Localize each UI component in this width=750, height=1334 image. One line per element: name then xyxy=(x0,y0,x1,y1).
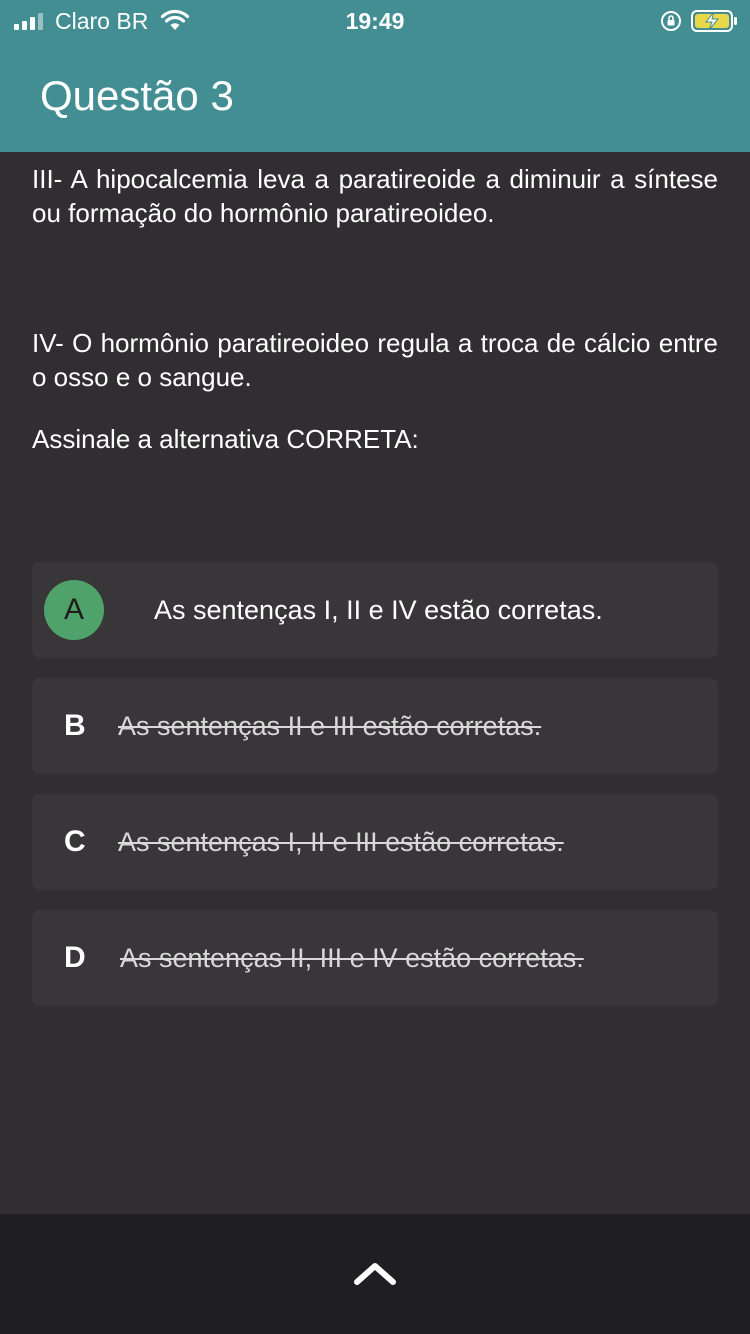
option-text: As sentenças I, II e IV estão corretas. xyxy=(154,595,603,625)
statement-iii: III- A hipocalcemia leva a paratireoide a diminuir a síntese ou formação do hormônio paratireoideo. xyxy=(32,164,718,228)
option-text-struck: As sentenças II, III e IV estão corretas. xyxy=(120,943,584,973)
page-title: Questão 3 xyxy=(40,72,234,119)
option-b[interactable] xyxy=(32,678,718,774)
chevron-up-icon[interactable] xyxy=(345,1248,405,1298)
option-a[interactable] xyxy=(32,562,718,658)
status-bar xyxy=(0,0,750,44)
status-time: 19:49 xyxy=(345,8,405,34)
statement-iv: IV- O hormônio paratireoideo regula a troca de cálcio entre o osso e o sangue. xyxy=(32,328,718,392)
battery-charging-icon xyxy=(690,8,740,34)
app-header xyxy=(0,0,750,152)
option-c[interactable] xyxy=(32,794,718,890)
option-text-struck: As sentenças I, II e III estão corretas. xyxy=(118,827,564,857)
option-letter: D xyxy=(64,941,86,974)
bottom-bar xyxy=(0,1214,750,1334)
option-letter: B xyxy=(64,709,86,742)
question-prompt: Assinale a alternativa CORRETA: xyxy=(32,424,419,454)
carrier-name: Claro BR xyxy=(55,8,149,34)
option-letter: C xyxy=(64,825,86,858)
option-letter-selected: A xyxy=(44,580,104,640)
option-text-struck: As sentenças II e III estão corretas. xyxy=(118,711,542,741)
rotation-lock-icon xyxy=(660,10,682,32)
option-d[interactable] xyxy=(32,910,718,1006)
